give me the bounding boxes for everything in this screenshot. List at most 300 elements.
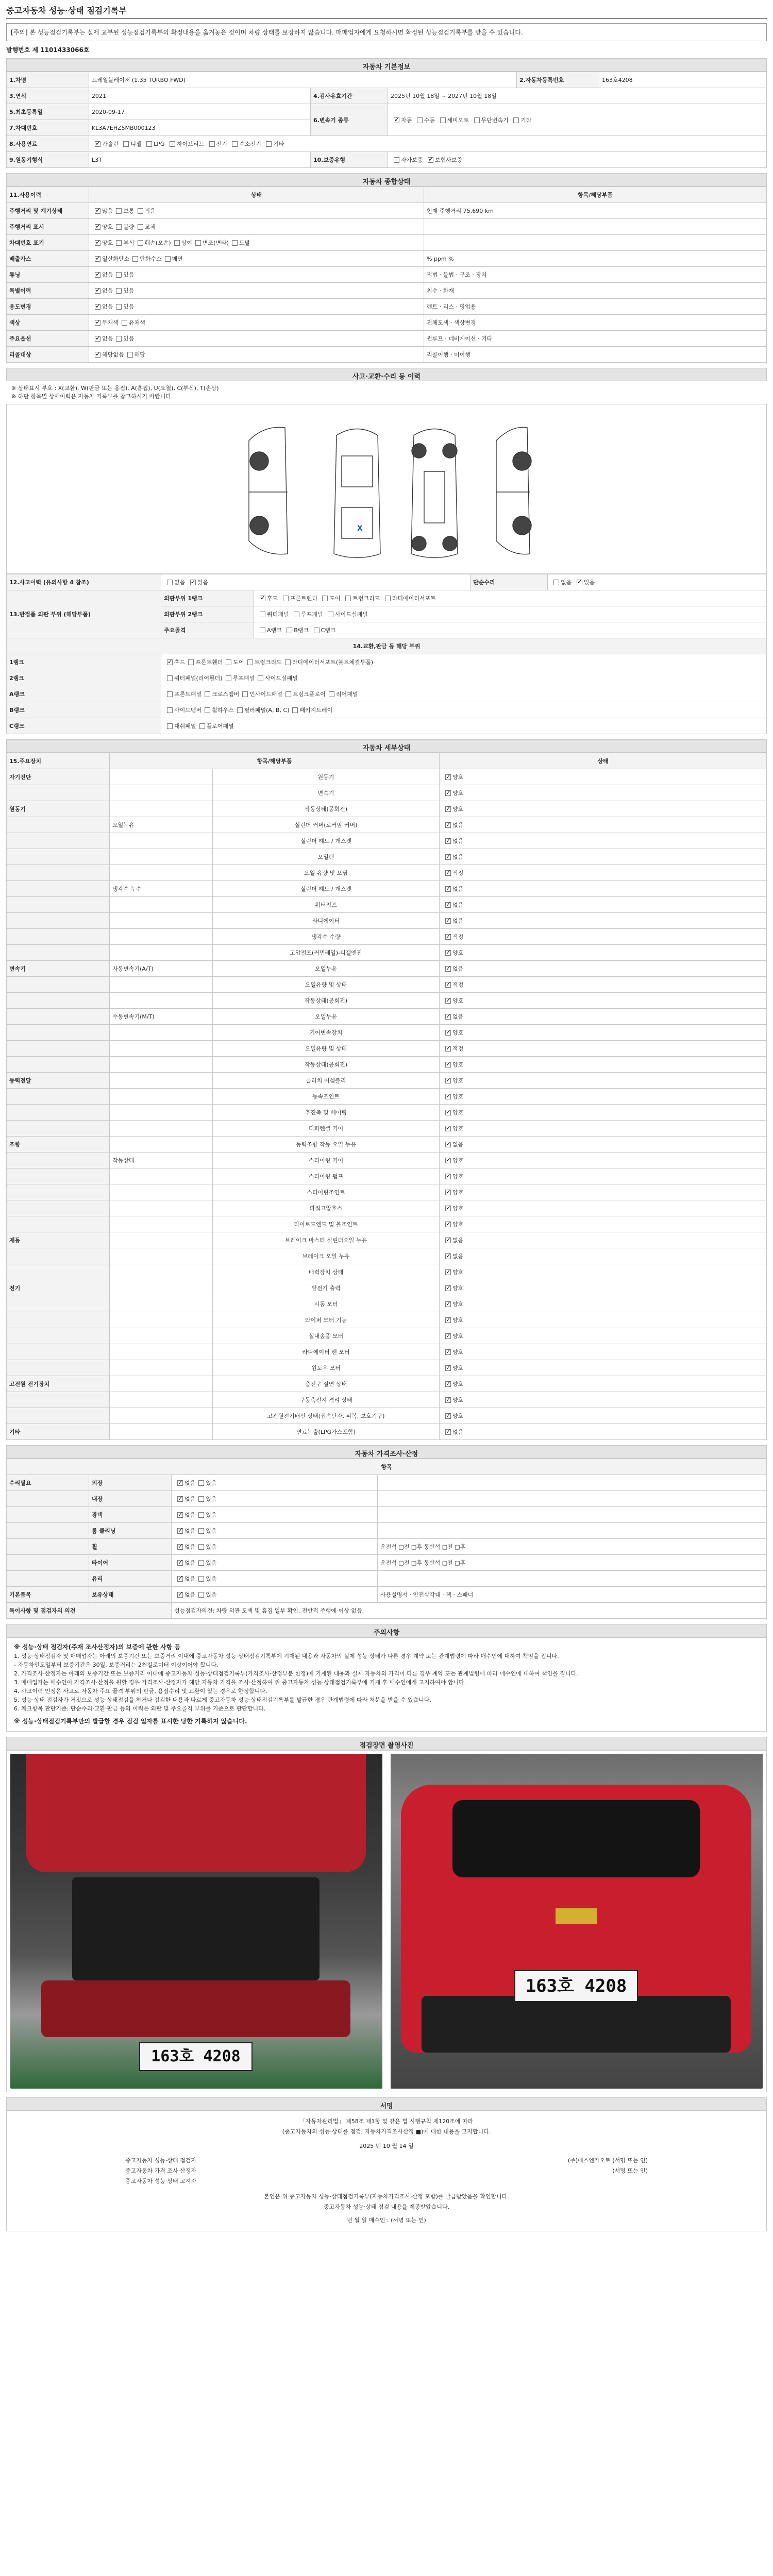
opt-label: 없음 — [184, 1496, 196, 1502]
label-fuel: 8.사용연료 — [7, 136, 89, 152]
opt-label: 도어 — [233, 659, 244, 666]
checkbox-icon — [146, 141, 152, 147]
price-row — [7, 1491, 767, 1507]
checkbox-icon — [445, 1206, 451, 1211]
opt-label: 매연 — [172, 256, 183, 262]
overall-col: 상태 — [89, 187, 424, 203]
price-row — [7, 1507, 767, 1523]
notes-line: 5. 성능·상태 점검자가 거짓으로 성능·상태점검을 하거나 점검한 내용과 다르게 중고자동차 성능·상태점검기록부를 발급한 경우 관계법령에 따라 처분을 받을 수 있습니다. — [14, 1697, 431, 1703]
checkbox-icon — [445, 902, 451, 908]
overall-detail — [424, 219, 767, 235]
label-first-reg: 5.최초등록일 — [7, 104, 89, 120]
opt-label: 없음 — [102, 272, 113, 278]
detail-row — [7, 865, 767, 881]
checkbox-icon — [294, 612, 299, 617]
detail-state — [440, 1344, 767, 1360]
detail-state — [440, 897, 767, 913]
sign-price-person: 중고자동차 가격 조사·산정자 — [125, 2167, 197, 2174]
detail-group: 조향 — [7, 1137, 110, 1153]
frame-opts — [254, 622, 767, 638]
overall-options — [89, 299, 424, 315]
transmission-options — [388, 104, 767, 136]
price-item: 내장 — [89, 1491, 172, 1507]
checkbox-icon — [123, 141, 129, 147]
checkbox-icon — [167, 659, 173, 665]
opt-label: 양호 — [452, 1157, 464, 1164]
checkbox-icon — [167, 580, 173, 585]
value-car-name: 트레일블레이저 (1.35 TURBO FWD) — [89, 72, 517, 88]
checkbox-icon — [138, 224, 143, 230]
opt-label: 없음 — [102, 287, 113, 294]
checkbox-icon — [205, 691, 210, 697]
detail-state — [440, 865, 767, 881]
detail-item: 동력조향 작동 오일 누유 — [213, 1137, 440, 1153]
frame-sub: 외판부위 2랭크 — [161, 606, 254, 622]
detail-row — [7, 945, 767, 961]
detail-row — [7, 1232, 767, 1248]
checkbox-icon — [138, 240, 143, 246]
overall-detail: 리콜이행 · 미이행 — [424, 347, 767, 363]
checkbox-icon — [209, 141, 215, 147]
detail-group — [7, 1344, 110, 1360]
opt-label: 패키지트레이 — [299, 707, 333, 714]
price-group — [7, 1507, 89, 1523]
detail-row — [7, 1184, 767, 1200]
detail-sub — [110, 977, 213, 993]
checkbox-icon — [322, 596, 328, 601]
detail-state — [440, 1408, 767, 1424]
checkbox-icon — [445, 1365, 451, 1371]
overall-detail: 렌트 · 리스 · 영업용 — [424, 299, 767, 315]
detail-group: 자기진단 — [7, 769, 110, 785]
section-detail-title: 자동차 세부상태 — [6, 739, 767, 753]
checkbox-icon — [165, 256, 171, 262]
checkbox-icon — [445, 1142, 451, 1147]
detail-state — [440, 1168, 767, 1184]
legend-line: ※ 하단 항목별 상세이력은 자동차 기록부를 참고하시기 바랍니다. — [11, 393, 173, 400]
opt-label: 없음 — [184, 1512, 196, 1518]
detail-row — [7, 785, 767, 801]
checkbox-icon — [190, 580, 196, 585]
detail-sub — [110, 1121, 213, 1137]
opt-label: 불량 — [123, 224, 135, 230]
detail-sub: 오일누유 — [110, 817, 213, 833]
value-plate: 163호4208 — [599, 72, 767, 88]
notes-emphasis: ※ 성능·상태점검기록부만의 발급할 경우 점검 일자를 표시한 당한 기록하지 않습니다. — [14, 1718, 247, 1725]
detail-table — [6, 753, 767, 1440]
value-inspection-period: 2025년 10월 18일 ~ 2027년 10월 18일 — [388, 88, 767, 104]
detail-sub — [110, 1200, 213, 1216]
overall-label: 주행거리 및 계기상태 — [7, 203, 89, 219]
detail-state — [440, 1073, 767, 1089]
sign-line: (중고자동차의 성능·상태를 점검, 자동차가격조사산정 ■)에 대한 내용을 고지합니다. — [282, 2128, 491, 2135]
opt-label: 디젤 — [130, 141, 142, 147]
detail-row — [7, 1264, 767, 1280]
checkbox-icon — [116, 224, 122, 230]
opt-label: 기타 — [273, 141, 284, 147]
detail-item: 추진축 및 베어링 — [213, 1105, 440, 1121]
detail-row — [7, 1200, 767, 1216]
parts-items — [161, 702, 767, 718]
sign-receipt: 본인은 위 중고자동차 성능·상태점검기록부(자동차가격조사·산정 포함)를 발급받았음을 확인합니다. — [264, 2193, 509, 2200]
detail-row — [7, 1089, 767, 1105]
detail-item: 작동상태(공회전) — [213, 801, 440, 817]
overall-label: 주요옵션 — [7, 331, 89, 347]
overall-col: 항목/해당부품 — [424, 187, 767, 203]
checkbox-icon — [95, 141, 100, 147]
overall-col: 11.사용이력 — [7, 187, 89, 203]
detail-state — [440, 1153, 767, 1168]
notes-line: 6. 체크항목 판단기준: 단순수리·교환·판금 등의 이력은 외판 및 주요골격 부위를 기준으로 판단합니다. — [14, 1705, 266, 1712]
overall-options — [89, 219, 424, 235]
overall-row — [7, 219, 767, 235]
detail-sub — [110, 1360, 213, 1376]
price-options — [172, 1571, 378, 1587]
detail-row — [7, 769, 767, 785]
detail-item: 윈도우 모터 — [213, 1360, 440, 1376]
detail-group — [7, 1360, 110, 1376]
document-title: 중고자동차 성능·상태 점검기록부 — [6, 0, 767, 19]
checkbox-icon — [116, 272, 122, 278]
detail-row — [7, 1344, 767, 1360]
checkbox-icon — [314, 628, 320, 633]
opt-label: 프론트패널 — [174, 691, 202, 698]
detail-state — [440, 993, 767, 1009]
checkbox-icon — [445, 1238, 451, 1243]
detail-item: 실내송풍 모터 — [213, 1328, 440, 1344]
checkbox-icon — [394, 117, 399, 123]
opt-label: 있음 — [206, 1528, 217, 1534]
detail-row — [7, 977, 767, 993]
checkbox-icon — [177, 1592, 183, 1598]
price-extra — [378, 1523, 767, 1539]
frame-label: 13.반정품 외판 부위 (해당부품) — [7, 590, 161, 638]
checkbox-icon — [232, 240, 238, 246]
checkbox-icon — [177, 1560, 183, 1566]
overall-options — [89, 203, 424, 219]
checkbox-icon — [440, 117, 446, 123]
detail-item: 파워고압호스 — [213, 1200, 440, 1216]
photo-gallery — [6, 1750, 767, 2092]
overall-row — [7, 235, 767, 251]
checkbox-icon — [198, 1576, 204, 1582]
detail-sub — [110, 1232, 213, 1248]
checkbox-icon — [445, 838, 451, 844]
detail-item: 작동상태(공회전) — [213, 993, 440, 1009]
opt-label: 없음 — [452, 1013, 464, 1020]
detail-state — [440, 801, 767, 817]
detail-item: 워터펌프 — [213, 897, 440, 913]
section-basic-title: 자동차 기본정보 — [6, 58, 767, 72]
opt-label: 없음 — [102, 303, 113, 310]
checkbox-icon — [167, 691, 173, 697]
detail-sub — [110, 993, 213, 1009]
detail-state — [440, 1280, 767, 1296]
opt-label: 양호 — [452, 1301, 464, 1308]
detail-item: 기어변속장치 — [213, 1025, 440, 1041]
parts-row — [7, 686, 767, 702]
detail-group — [7, 1200, 110, 1216]
checkbox-icon — [237, 707, 243, 713]
opt-label: 양호 — [102, 224, 113, 230]
detail-item: 실린더 헤드 / 개스켓 — [213, 881, 440, 897]
checkbox-icon — [394, 157, 399, 163]
detail-item: 냉각수 수량 — [213, 929, 440, 945]
price-item: 타이어 — [89, 1555, 172, 1571]
checkbox-icon — [195, 240, 201, 246]
price-item: 보유상태 — [89, 1587, 172, 1603]
detail-row — [7, 961, 767, 977]
checkbox-icon — [167, 723, 173, 729]
detail-item: 라디에이터 팬 모터 — [213, 1344, 440, 1360]
checkbox-icon — [95, 336, 100, 342]
sign-date: 2025 년 10 월 14 일 — [359, 2143, 414, 2149]
detail-row — [7, 1392, 767, 1408]
detail-row — [7, 833, 767, 849]
sign-seller-sig: (서명 또는 인) — [612, 2167, 648, 2174]
detail-item: 고압펌프(커먼레일)-디젤엔진 — [213, 945, 440, 961]
detail-group: 변속기 — [7, 961, 110, 977]
detail-row — [7, 801, 767, 817]
opt-label: 부식 — [123, 240, 135, 246]
detail-sub — [110, 1424, 213, 1440]
detail-row — [7, 1025, 767, 1041]
detail-item: 스티어링 펌프 — [213, 1168, 440, 1184]
detail-group — [7, 1009, 110, 1025]
checkbox-icon — [445, 1381, 451, 1387]
detail-state — [440, 1376, 767, 1392]
detail-sub — [110, 865, 213, 881]
checkbox-icon — [445, 1317, 451, 1323]
detail-state — [440, 1184, 767, 1200]
checkbox-icon — [445, 998, 451, 1004]
sign-inspector-sig: (주)에스엔카오토 (서명 또는 인) — [567, 2157, 648, 2164]
opt-label: 쿼터패널(리어휀더) — [174, 675, 223, 682]
checkbox-icon — [127, 352, 133, 358]
opt-label: 없음 — [184, 1480, 196, 1486]
label-car-name: 1.차명 — [7, 72, 89, 88]
detail-sub — [110, 1168, 213, 1184]
opt-label: 양호 — [452, 1349, 464, 1355]
opt-label: 없음 — [102, 335, 113, 342]
overall-row — [7, 251, 767, 267]
detail-group — [7, 1025, 110, 1041]
checkbox-icon — [385, 596, 391, 601]
checkbox-icon — [445, 1222, 451, 1227]
notes-line: - 자동차인도일부터 보증기간은 30일, 보증거리는 2천킬로미터 이상이어야 합니다. — [14, 1662, 219, 1668]
frame-label: 12.사고이력 (유의사항 4 참조) — [7, 574, 161, 590]
label-engine: 9.원동기형식 — [7, 152, 89, 168]
overall-label: 튜닝 — [7, 267, 89, 283]
opt-label: 있음 — [206, 1560, 217, 1566]
checkbox-icon — [260, 628, 265, 633]
opt-label: 없음 — [174, 579, 186, 586]
opt-label: 양호 — [452, 1333, 464, 1340]
checkbox-icon — [329, 691, 334, 697]
parts-items — [161, 654, 767, 670]
detail-group — [7, 817, 110, 833]
detail-sub — [110, 1264, 213, 1280]
checkbox-icon — [198, 1560, 204, 1566]
price-item: 광택 — [89, 1507, 172, 1523]
opt-label: 필러패널(A, B, C) — [244, 707, 290, 714]
checkbox-icon — [445, 806, 451, 812]
detail-item: 오일유량 및 상태 — [213, 977, 440, 993]
opt-label: 없음 — [452, 902, 464, 908]
overall-detail: 적법 · 불법 · 구조 · 장치 — [424, 267, 767, 283]
parts-header: 14.교환,판금 등 해당 부위 — [7, 638, 767, 654]
opt-label: 인사이드패널 — [249, 691, 283, 698]
detail-group — [7, 1057, 110, 1073]
detail-col: 항목/해당부품 — [110, 753, 440, 769]
opt-label: 사이드실패널 — [265, 675, 298, 682]
opt-label: 기타 — [520, 116, 532, 124]
opt-label: 양호 — [452, 1109, 464, 1116]
price-row — [7, 1523, 767, 1539]
detail-sub — [110, 1248, 213, 1264]
checkbox-icon — [445, 1397, 451, 1403]
legend-line: ※ 상태표시 부호 : X(교환), W(판금 또는 용접), A(흠집), U(요철), C(부식), T(손상) — [11, 385, 219, 392]
price-extra — [378, 1491, 767, 1507]
sign-receipt2: 중고자동차 성능·상태 점검 내용을 제공받았습니다. — [323, 2204, 450, 2210]
checkbox-icon — [95, 224, 100, 230]
opt-label: 휠하우스 — [212, 707, 234, 714]
opt-label: 가솔린 — [102, 141, 119, 147]
opt-label: 사이드실패널 — [335, 611, 368, 618]
opt-label: 있음 — [123, 303, 135, 310]
parts-rank: 2랭크 — [7, 670, 161, 686]
checkbox-icon — [177, 1512, 183, 1518]
detail-group: 기타 — [7, 1424, 110, 1440]
checkbox-icon — [116, 288, 122, 294]
document-number: 발행번호 제 1101433066호 — [6, 46, 90, 54]
opt-label: 적음 — [144, 208, 156, 214]
detail-row — [7, 1376, 767, 1392]
opt-label: 해당 — [134, 351, 145, 358]
opt-label: 없음 — [452, 886, 464, 892]
overall-options — [89, 267, 424, 283]
detail-sub — [110, 1280, 213, 1296]
opt-label: B랭크 — [294, 627, 309, 634]
engine-shape — [72, 1877, 320, 1980]
checkbox-icon — [445, 1174, 451, 1179]
opt-label: 탄화수소 — [140, 256, 162, 262]
frame-right-opts — [548, 574, 767, 590]
detail-sub — [110, 1408, 213, 1424]
checkbox-icon — [445, 886, 451, 892]
opt-label: 있음 — [206, 1496, 217, 1502]
opt-label: 양호 — [452, 1413, 464, 1419]
detail-row — [7, 1408, 767, 1424]
detail-state — [440, 1121, 767, 1137]
opt-label: 없음 — [184, 1591, 196, 1598]
opt-label: 있음 — [123, 272, 135, 278]
detail-item: 스티어링조인트 — [213, 1184, 440, 1200]
notes-line: 1. 성능·상태점검자 및 매매업자는 아래의 보증기간 또는 보증거리 이내에 중고자동차 성능·상태점검기록부에 기재된 내용과 자동차의 실제 성능·상태가 다른 경우 계약 또는 관계법령에 따라 매수인에 대하여 책임을 집니다. — [14, 1653, 559, 1659]
overall-options — [89, 283, 424, 299]
checkbox-icon — [287, 628, 292, 633]
detail-group: 제동 — [7, 1232, 110, 1248]
overall-detail: 침수 · 화재 — [424, 283, 767, 299]
checkbox-icon — [95, 320, 100, 326]
opt-label: 없음 — [452, 918, 464, 924]
opt-label: 양호 — [452, 1029, 464, 1036]
detail-state — [440, 881, 767, 897]
price-row — [7, 1555, 767, 1571]
checkbox-icon — [205, 707, 210, 713]
overall-label: 주행거리 표시 — [7, 219, 89, 235]
opt-label: 해당없음 — [102, 351, 124, 358]
detail-sub — [110, 1073, 213, 1089]
opt-label: 보통 — [123, 208, 135, 214]
opt-label: 양호 — [452, 806, 464, 812]
rear-photo — [391, 1754, 763, 2089]
detail-sub — [110, 1057, 213, 1073]
detail-group — [7, 913, 110, 929]
parts-items — [161, 670, 767, 686]
opt-label: 자가보증 — [401, 157, 423, 163]
checkbox-icon — [266, 141, 272, 147]
opt-label: 유채색 — [128, 319, 145, 326]
checkbox-icon — [95, 352, 100, 358]
overall-options — [89, 347, 424, 363]
opt-label: 루프패널 — [232, 675, 255, 682]
detail-group — [7, 785, 110, 801]
checkbox-icon — [199, 723, 205, 729]
checkbox-icon — [167, 707, 173, 713]
checkbox-icon — [474, 117, 480, 123]
detail-sub — [110, 769, 213, 785]
price-extra: 운전석 □전 □후 동반석 □전 □후 — [378, 1539, 767, 1555]
detail-row — [7, 1009, 767, 1025]
checkbox-icon — [95, 288, 100, 294]
price-extra — [378, 1507, 767, 1523]
overall-detail: 전체도색 · 색상변경 — [424, 315, 767, 331]
checkbox-icon — [428, 157, 433, 163]
price-col: 항목 — [7, 1459, 767, 1475]
detail-sub — [110, 1328, 213, 1344]
opt-label: 양호 — [452, 1189, 464, 1196]
checkbox-icon — [577, 580, 582, 585]
detail-state — [440, 1296, 767, 1312]
detail-state — [440, 849, 767, 865]
frame-sub: 주요골격 — [161, 622, 254, 638]
opt-label: 프론트휀더 — [195, 659, 223, 666]
detail-group — [7, 929, 110, 945]
detail-item: 디퍼렌셜 기어 — [213, 1121, 440, 1137]
opt-label: 양호 — [452, 1205, 464, 1212]
opt-label: 크로스멤버 — [212, 691, 240, 698]
sign-box — [6, 2111, 767, 2231]
checkbox-icon — [167, 675, 173, 681]
opt-label: 플로어패널 — [206, 723, 234, 730]
detail-group — [7, 1328, 110, 1344]
detail-row — [7, 993, 767, 1009]
opt-label: 라디에이터서포트 — [392, 595, 436, 602]
detail-sub: 작동상태 — [110, 1153, 213, 1168]
detail-sub — [110, 1392, 213, 1408]
detail-item: 클러치 어셈블리 — [213, 1073, 440, 1089]
checkbox-icon — [232, 141, 238, 147]
opt-label: 프론트펜더 — [290, 595, 317, 602]
overall-row — [7, 283, 767, 299]
opt-label: 전기 — [216, 141, 227, 147]
overall-detail: % ppm % — [424, 251, 767, 267]
checkbox-icon — [198, 1480, 204, 1486]
notes-line: 2. 가격조사·산정자는 아래의 보증기간 또는 보증거리 이내에 중고자동차 성능·상태점검기록부(가격조사·산정부분 한정)에 기재된 내용과 실제 자동차의 가격이 다른 경우 계약 또는 관계법령에 따라 매수인에 대하여 책임을 집니다. — [14, 1670, 578, 1677]
opt-label: 양호 — [452, 950, 464, 956]
overall-label: 리콜대상 — [7, 347, 89, 363]
